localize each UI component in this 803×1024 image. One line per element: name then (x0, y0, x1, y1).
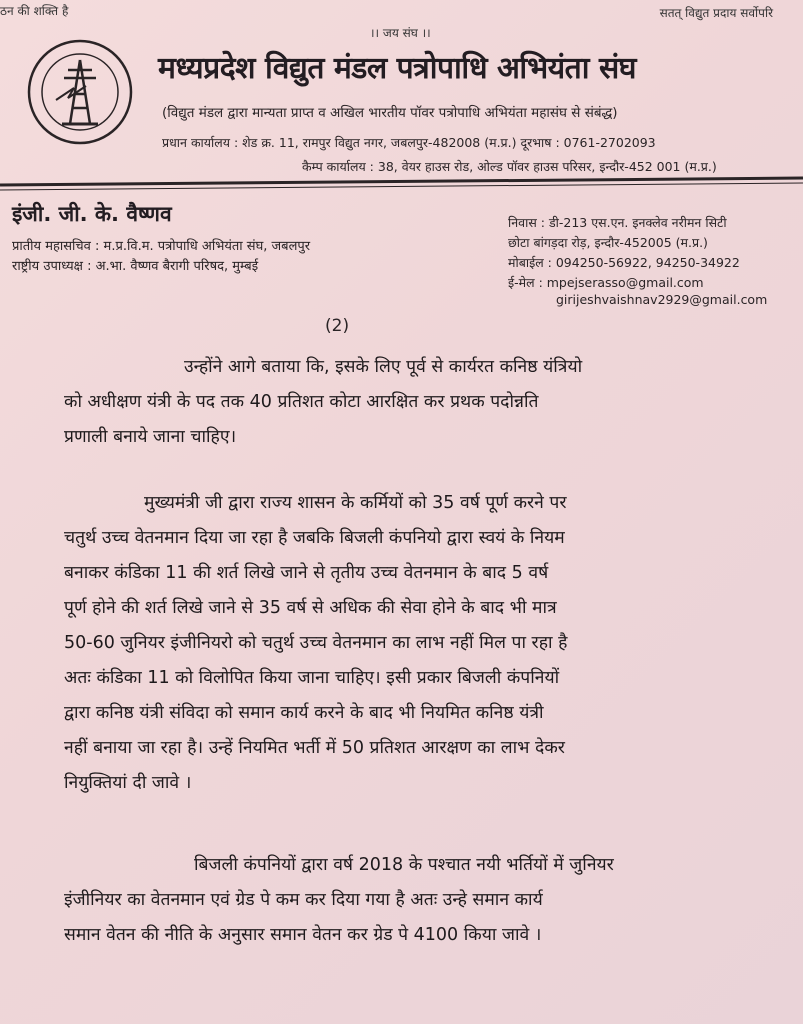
paragraph-line: नियुक्तियां दी जावे । (64, 773, 192, 793)
email-secondary: girijeshvaishnav2929@gmail.com (556, 292, 768, 307)
mobile-numbers: मोबाईल : 094250-56922, 94250-34922 (508, 255, 740, 270)
paragraph-3 (64, 848, 614, 953)
paragraph-line: पूर्ण होने की शर्त लिखे जाने से 35 वर्ष से अधिक की सेवा होने के बाद भी मात्र (64, 598, 557, 618)
organization-name: मध्यप्रदेश विद्युत मंडल पत्रोपाधि अभियंता संघ (158, 51, 636, 86)
tagline-center: ।। जय संघ ।। (370, 26, 431, 40)
paragraph-line: प्रणाली बनाये जाना चाहिए। (64, 427, 237, 447)
organization-affiliation: (विद्युत मंडल द्वारा मान्यता प्राप्त व अखिल भारतीय पॉवर पत्रोपाधि अभियंता महासंघ से संबंद्ध) (162, 105, 618, 121)
camp-office-address: कैम्प कार्यालय : 38, वेयर हाउस रोड, ओल्ड पॉवर हाउस परिसर, इन्दौर-452 001 (म.प्र.) (302, 159, 717, 174)
paragraph-line: इंजीनियर का वेतनमान एवं ग्रेड पे कम कर दिया गया है अतः उन्हे समान कार्य (64, 890, 543, 910)
paragraph-line: द्वारा कनिष्ठ यंत्री संविदा को समान कार्य करने के बाद भी नियमित कनिष्ठ यंत्री (64, 703, 544, 723)
paragraph-line: नहीं बनाया जा रहा है। उन्हें नियमित भर्ती में 50 प्रतिशत आरक्षण का लाभ देकर (64, 738, 565, 758)
paragraph-2 (64, 486, 567, 801)
residence-address-1: निवास : डी-213 एस.एन. इनक्लेव नरीमन सिटी (508, 215, 727, 230)
tagline-right: सतत् विद्युत प्रदाय सर्वोपरि (659, 6, 773, 20)
paragraph-line: चतुर्थ उच्च वेतनमान दिया जा रहा है जबकि बिजली कंपनियो द्वारा स्वयं के नियम (64, 528, 565, 548)
paragraph-line: मुख्यमंत्री जी द्वारा राज्य शासन के कर्मियों को 35 वर्ष पूर्ण करने पर (144, 493, 567, 513)
tagline-left: ठन की शक्ति है (0, 4, 69, 18)
paragraph-1 (64, 350, 582, 455)
sender-designation-2: राष्ट्रीय उपाध्यक्ष : अ.भा. वैष्णव बैरागी परिषद, मुम्बई (12, 259, 259, 274)
paragraph-line: समान वेतन की नीति के अनुसार समान वेतन कर ग्रेड पे 4100 किया जावे । (64, 925, 542, 945)
sender-name: इंजी. जी. के. वैष्णव (12, 202, 172, 226)
paragraph-line: बनाकर कंडिका 11 की शर्त लिखे जाने से तृतीय उच्च वेतनमान के बाद 5 वर्ष (64, 563, 549, 583)
paragraph-line: बिजली कंपनियों द्वारा वर्ष 2018 के पश्चात नयी भर्तियों में जुनियर (194, 855, 614, 875)
paragraph-line: 50-60 जुनियर इंजीनियरो को चतुर्थ उच्च वेतनमान का लाभ नहीं मिल पा रहा है (64, 633, 568, 653)
paragraph-line: अतः कंडिका 11 को विलोपित किया जाना चाहिए। इसी प्रकार बिजली कंपनियों (64, 668, 560, 688)
paragraph-line: उन्होंने आगे बताया कि, इसके लिए पूर्व से कार्यरत कनिष्ठ यंत्रियो (184, 357, 583, 377)
residence-address-2: छोटा बांगड़दा रोड़, इन्दौर-452005 (म.प्र.) (508, 235, 708, 250)
page-number: (2) (325, 316, 350, 336)
email-primary: ई-मेल : mpejserasso@gmail.com (508, 275, 704, 290)
paragraph-line: को अधीक्षण यंत्री के पद तक 40 प्रतिशत कोटा आरक्षित कर प्रथक पदोन्नति (64, 392, 539, 412)
head-office-address: प्रधान कार्यालय : शेड क्र. 11, रामपुर विद्युत नगर, जबलपुर-482008 (म.प्र.) दूरभाष : 0761-2702093 (162, 135, 656, 150)
sender-designation-1: प्रातीय महासचिव : म.प्र.वि.म. पत्रोपाधि अभियंता संघ, जबलपुर (12, 239, 311, 254)
union-emblem-icon (26, 38, 134, 146)
